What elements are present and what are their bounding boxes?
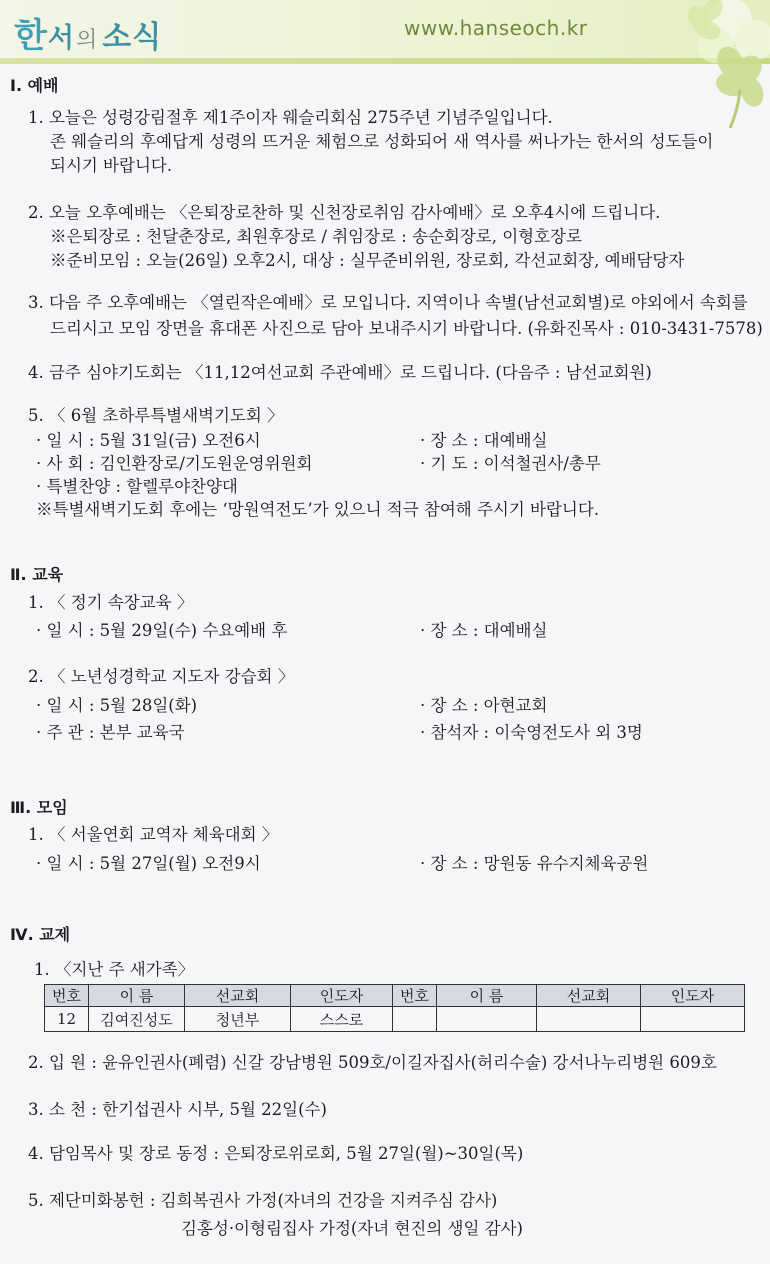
cell-number-2 [393, 1007, 437, 1032]
worship-item-2-line-2: ※은퇴장로 : 천달춘장로, 최원후장로 / 취임장로 : 송순회장로, 이형호장로 [50, 227, 582, 246]
fellowship-item-1-title: 1. 〈지난 주 새가족〉 [34, 960, 195, 979]
education-item-2-title: 2. 〈 노년성경학교 지도자 강습회 〉 [28, 667, 295, 686]
col-header-name-2: 이 름 [437, 985, 537, 1007]
section-fellowship-title: Ⅳ. 교제 [10, 925, 71, 944]
cell-guide: 스스로 [291, 1007, 393, 1032]
worship-item-3-line-1: 3. 다음 주 오후예배는 〈열린작은예배〉로 모입니다. 지역이나 속별(남선교회별)로 야외에서 속회를 [28, 293, 748, 312]
brand-seo: 서 [47, 23, 75, 54]
education-item-2-host: · 주 관 : 본부 교육국 [36, 723, 185, 742]
cell-guide-2 [641, 1007, 745, 1032]
worship-item-1-line-3: 되시기 바랍니다. [50, 156, 173, 175]
table-row [45, 1007, 745, 1032]
worship-item-5-place: · 장 소 : 대예배실 [420, 431, 548, 450]
meeting-item-1-title: 1. 〈 서울연회 교역자 체육대회 〉 [28, 825, 279, 844]
education-item-1-title: 1. 〈 정기 속장교육 〉 [28, 593, 194, 612]
table-header-row [45, 985, 745, 1007]
cell-mission-2 [537, 1007, 641, 1032]
worship-item-1-line-2: 존 웨슬리의 후예답게 성령의 뜨거운 체험으로 성화되어 새 역사를 써나가는 한서의 성도들이 [50, 132, 714, 151]
worship-item-5-prayer: · 기 도 : 이석철권사/총무 [420, 454, 601, 473]
fellowship-item-4-pastor-news: 4. 담임목사 및 장로 동정 : 은퇴장로위로회, 5월 27일(월)~30일(목) [28, 1144, 524, 1163]
cell-name: 김여진성도 [89, 1007, 185, 1032]
worship-item-5-special-song: · 특별찬양 : 할렐루야찬양대 [36, 477, 238, 496]
education-item-2-attendee: · 참석자 : 이숙영전도사 외 3명 [420, 723, 643, 742]
col-header-name: 이 름 [89, 985, 185, 1007]
worship-item-3-line-2: 드리시고 모임 장면을 휴대폰 사진으로 담아 보내주시기 바랍니다. (유화진목사 : 010-3431-7578) [50, 319, 763, 338]
col-header-mission: 선교회 [185, 985, 291, 1007]
new-family-table [44, 984, 745, 1032]
fellowship-item-2-hospital: 2. 입 원 : 윤유인권사(폐렴) 신갈 강남병원 509호/이길자집사(허리수술) 강서나누리병원 609호 [28, 1053, 717, 1072]
cell-number: 12 [45, 1007, 89, 1032]
worship-item-5-date: · 일 시 : 5월 31일(금) 오전6시 [36, 431, 261, 450]
worship-item-4: 4. 금주 심야기도회는 〈11,12여선교회 주관예배〉로 드립니다. (다음주 : 남선교회원) [28, 363, 652, 382]
col-header-number-2: 번호 [393, 985, 437, 1007]
section-education-title: Ⅱ. 교육 [10, 565, 64, 584]
cell-name-2 [437, 1007, 537, 1032]
section-worship-title: Ⅰ. 예배 [10, 76, 59, 95]
education-item-1-place: · 장 소 : 대예배실 [420, 621, 548, 640]
meeting-item-1-place: · 장 소 : 망원동 유수지체육공원 [420, 854, 649, 873]
cell-mission: 청년부 [185, 1007, 291, 1032]
education-item-1-date: · 일 시 : 5월 29일(수) 수요예배 후 [36, 621, 288, 640]
church-url: www.hanseoch.kr [404, 16, 588, 40]
fellowship-item-5-line-1: 5. 제단미화봉헌 : 김희복권사 가정(자녀의 건강을 지켜주심 감사) [28, 1191, 498, 1210]
col-header-number: 번호 [45, 985, 89, 1007]
education-item-2-date: · 일 시 : 5월 28일(화) [36, 696, 198, 715]
worship-item-5-host: · 사 회 : 김인환장로/기도원운영위원회 [36, 454, 313, 473]
brand-han: 한 [14, 16, 48, 56]
col-header-mission-2: 선교회 [537, 985, 641, 1007]
col-header-guide-2: 인도자 [641, 985, 745, 1007]
worship-item-2-line-1: 2. 오늘 오후예배는 〈은퇴장로찬하 및 신천장로취임 감사예배〉로 오후4시에 드립니다. [28, 203, 661, 222]
meeting-item-1-date: · 일 시 : 5월 27일(월) 오전9시 [36, 854, 261, 873]
section-meeting-title: Ⅲ. 모임 [10, 798, 68, 817]
worship-item-5-note: ※특별새벽기도회 후에는 ‘망원역전도’가 있으니 적극 참여해 주시기 바랍니다. [36, 500, 600, 519]
worship-item-5-title: 5. 〈 6월 초하루특별새벽기도회 〉 [28, 406, 284, 425]
worship-item-1-line-1: 1. 오늘은 성령강림절후 제1주이자 웨슬리회심 275주년 기념주일입니다. [28, 108, 553, 127]
fellowship-item-3-funeral: 3. 소 천 : 한기섭권사 시부, 5월 22일(수) [28, 1100, 327, 1119]
brand-ui: 의 [75, 28, 99, 53]
fellowship-item-5-line-2: 김홍성·이형림집사 가정(자녀 현진의 생일 감사) [181, 1219, 523, 1238]
worship-item-2-line-3: ※준비모임 : 오늘(26일) 오후2시, 대상 : 실무준비위원, 장로회, 각선교회장, 예배담당자 [50, 251, 685, 270]
brand-sosik: 소식 [102, 20, 163, 55]
col-header-guide: 인도자 [291, 985, 393, 1007]
education-item-2-place: · 장 소 : 아현교회 [420, 696, 548, 715]
